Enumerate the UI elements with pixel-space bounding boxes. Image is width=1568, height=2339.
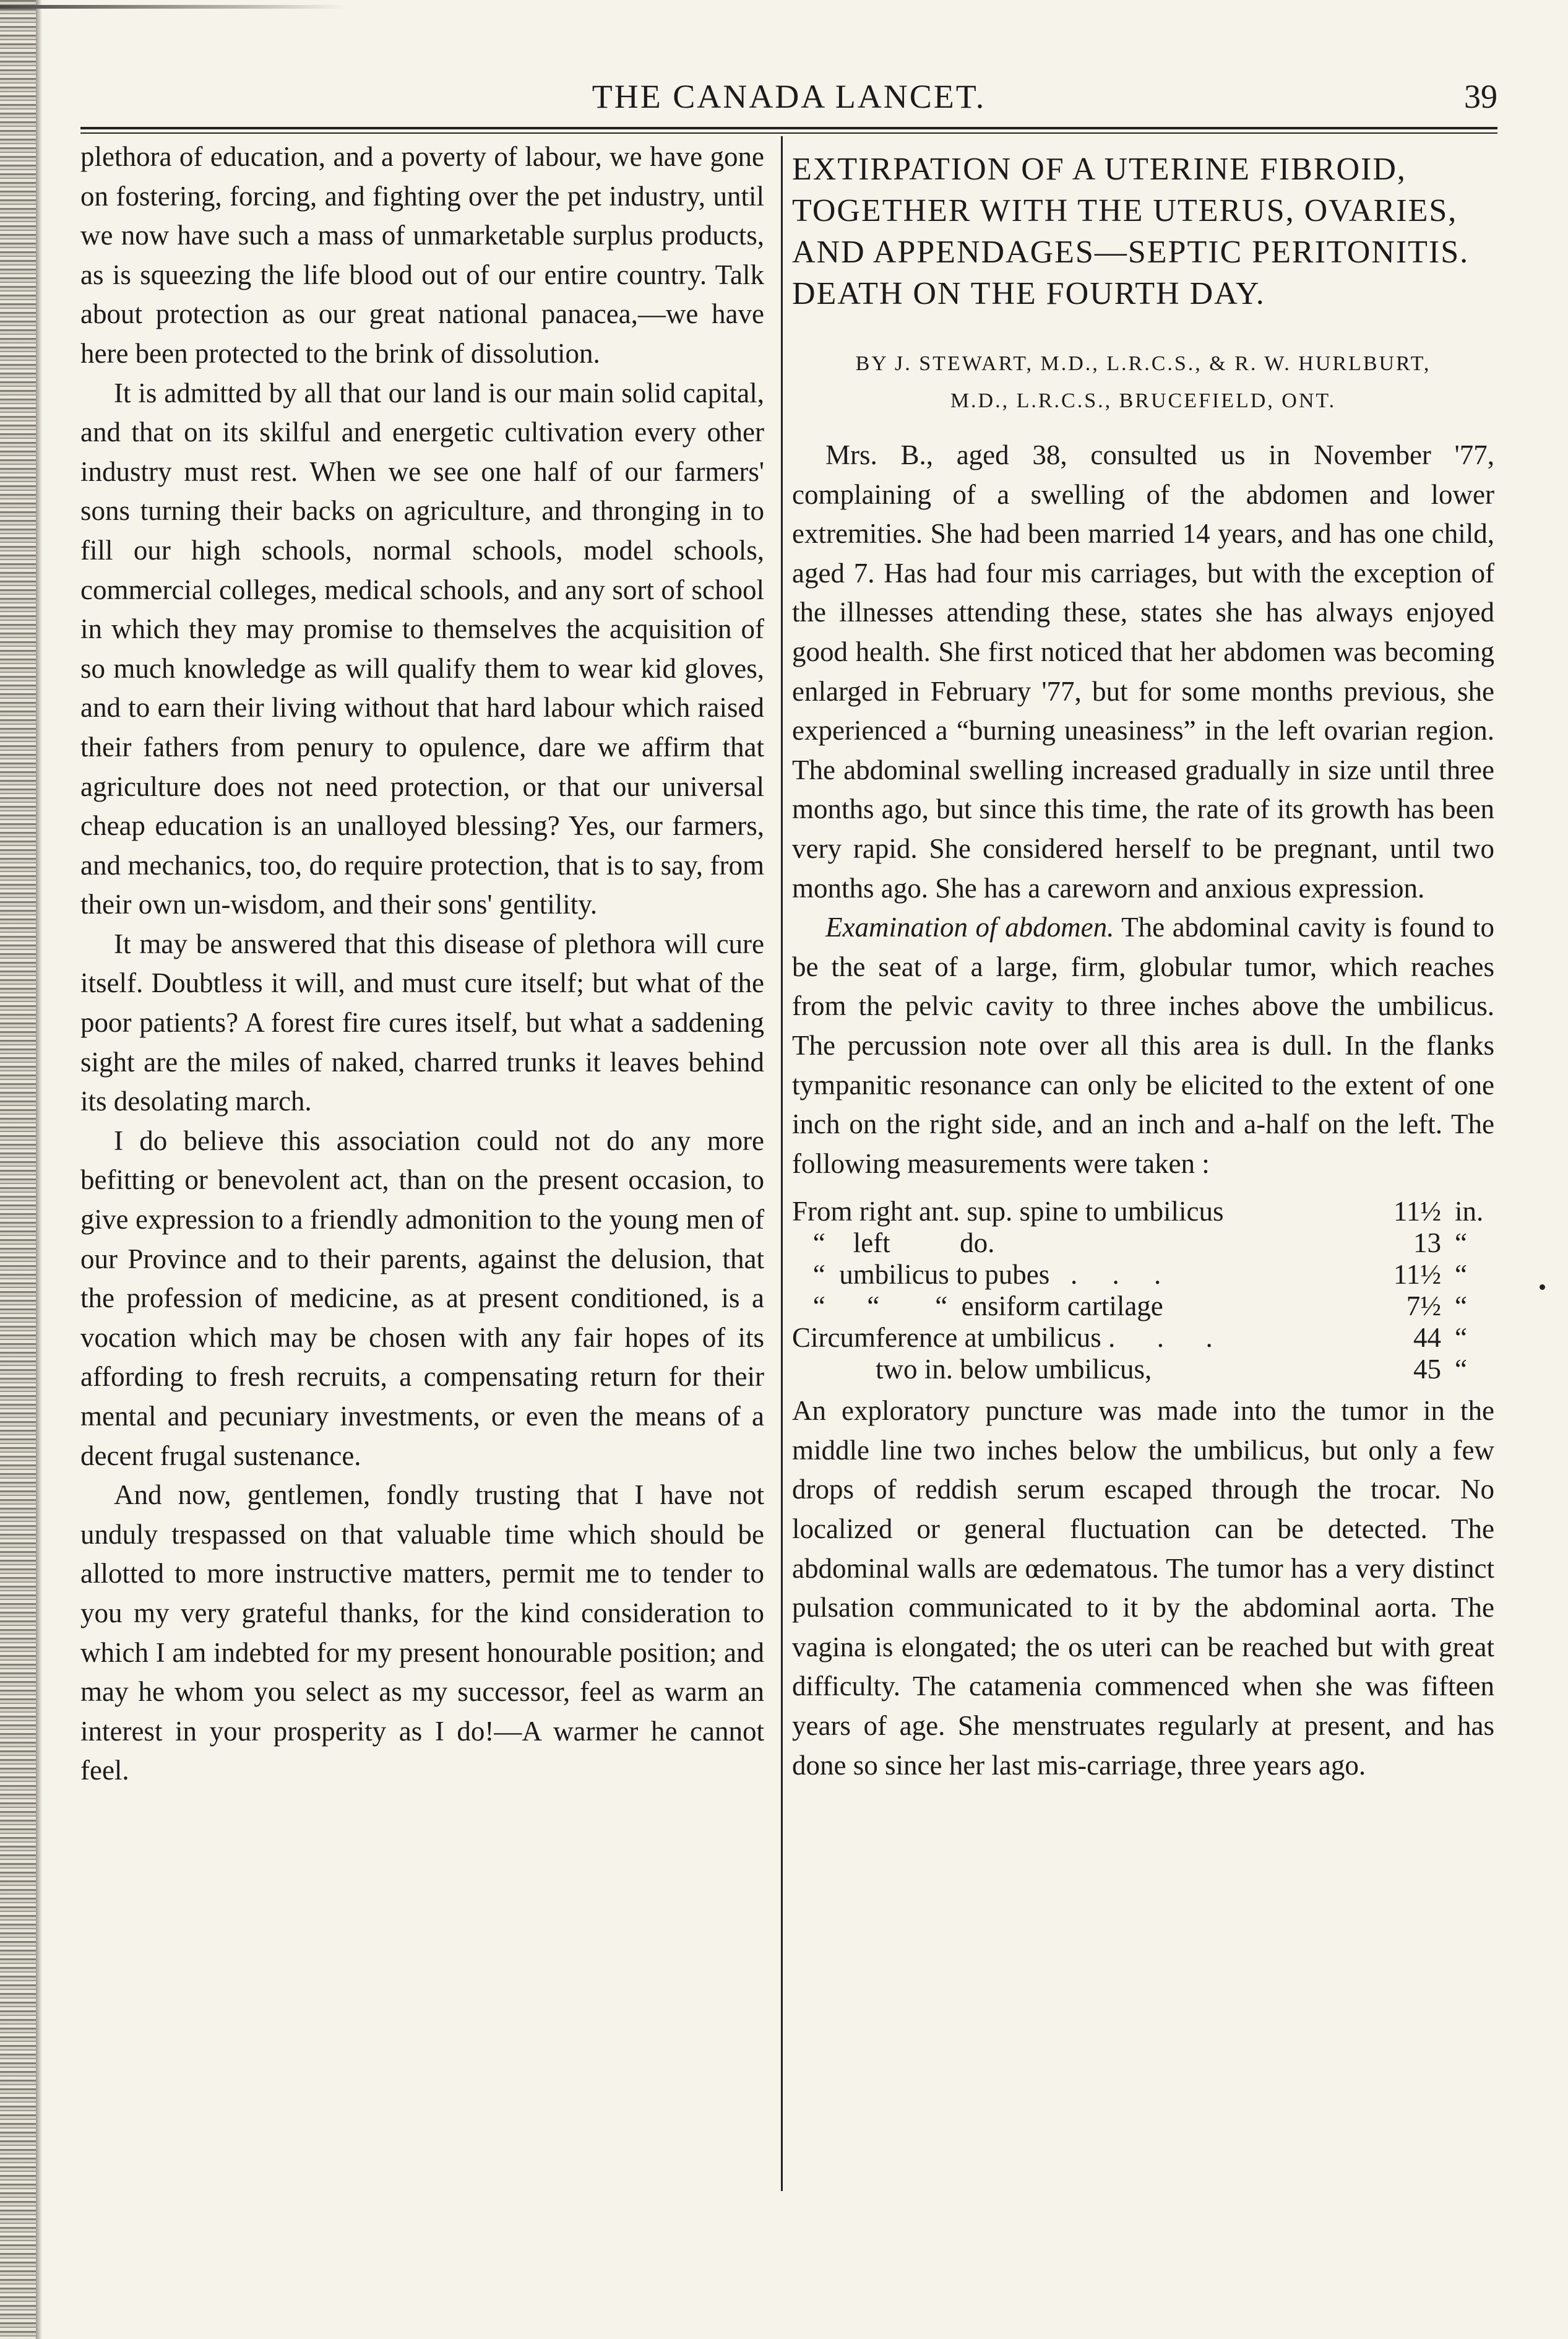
page-header (80, 77, 1497, 127)
paragraph (792, 908, 1494, 1183)
paragraph: plethora of education, and a poverty of labour, we have gone on fostering, forcing, and fighting over the pet industry, until we now have such a mass of unmarketable surplus products, as is squeezing the life blood out of our entire country. Talk about protection as our great national panacea,—we have here been protected to the brink of dissolution. (80, 141, 764, 369)
measurement-row (792, 1354, 1494, 1385)
left-column (80, 137, 764, 1791)
scan-artifact (0, 5, 347, 9)
measurement-label: Circumference at umbilicus . . . (792, 1322, 1213, 1354)
measurement-value: 13 (1413, 1227, 1441, 1259)
binding-shadow (36, 0, 42, 2339)
byline-location: M.D., L.R.C.S., BRUCEFIELD, ONT. (950, 389, 1337, 412)
paragraph: An exploratory puncture was made into the tumor in the middle line two inches below the umbilicus, but only a few drops of reddish serum escaped through the trocar. No localized or general fluctuation can be detected. The abdominal walls are œdematous. The tumor has a very distinct pulsation communicated to it by the abdominal aorta. The vagina is elongated; the os uteri can be reached but with great difficulty. The catamenia commenced when she was fifteen years of age. She menstruates regularly at present, and has done so since her last mis-carriage, three years ago. (792, 1395, 1494, 1781)
measurement-value: 11½ (1393, 1259, 1441, 1291)
measurement-row (792, 1227, 1494, 1259)
book-binding-edge (0, 0, 36, 2339)
measurement-unit: in. (1455, 1196, 1484, 1227)
article-title: EXTIRPATION OF A UTERINE FIBROID, TOGETHER WITH THE UTERUS, OVARIES, AND APPENDAGES—SEPTIC PERITONITIS. DEATH ON THE FOURTH DAY. (792, 152, 1470, 311)
right-column (792, 137, 1494, 1785)
measurement-unit: “ (1455, 1227, 1467, 1259)
running-title: THE CANADA LANCET. (592, 78, 986, 115)
measurement-label: From right ant. sup. spine to umbilicus (792, 1196, 1224, 1227)
measurement-label: “ “ “ ensiform cartilage (792, 1291, 1163, 1322)
byline-authors: BY J. STEWART, M.D., L.R.C.S., & R. W. HURLBURT, (855, 352, 1431, 375)
header-rule-thin (80, 132, 1497, 134)
measurement-label: two in. below umbilicus, (792, 1354, 1152, 1385)
measurement-label: “ umbilicus to pubes . . . (792, 1259, 1161, 1291)
measurement-label: “ left do. (792, 1227, 995, 1259)
measurement-row (792, 1322, 1494, 1354)
measurement-value: 44 (1413, 1322, 1441, 1354)
measurement-value: 45 (1413, 1354, 1441, 1385)
paragraph: I do believe this association could not do any more befitting or benevolent act, than on the present occasion, to give expression to a friendly admonition to the young men of our Province and to their parents, against the delusion, that the profession of medicine, as at present conditioned, is a vocation which may be chosen with any fair hopes of its affording to fresh recruits, a compensating return for their mental and pecuniary investments, or even the means of a decent frugal sustenance. (80, 1125, 764, 1471)
ink-speck (1540, 1284, 1545, 1290)
measurement-unit: “ (1455, 1354, 1467, 1385)
paragraph: And now, gentlemen, fondly trusting that I have not unduly trespassed on that valuable time which should be allotted to more instructive matters, permit me to tender to you my very grateful thanks, for the kind consideration to which I am indebted for my present honourable position; and may he whom you select as my successor, feel as warm an interest in your prosperity as I do!—A warmer he cannot feel. (80, 1479, 764, 1786)
measurement-value: 11½ (1393, 1196, 1441, 1227)
measurement-row (792, 1291, 1494, 1322)
section-heading: Examination of abdomen. (825, 912, 1114, 943)
measurement-unit: “ (1455, 1291, 1467, 1322)
header-rule (80, 127, 1497, 129)
measurement-row (792, 1259, 1494, 1291)
paragraph: It is admitted by all that our land is our main solid capital, and that on its skilful and energetic cultivation every other industry must rest. When we see one half of our farmers' sons turning their backs on agriculture, and thronging in to fill our high schools, normal schools, model schools, commercial colleges, medical schools, and any sort of school in which they may promise to themselves the acquisition of so much knowledge as will qualify them to wear kid gloves, and to earn their living without that hard labour which raised their fathers from penury to opulence, dare we affirm that agriculture does not need protection, or that our universal cheap education is an unalloyed blessing? Yes, our farmers, and mechanics, too, do require protection, that is to say, from their own un-wisdom, and their sons' gentility. (80, 377, 764, 920)
page-number: 39 (1464, 78, 1497, 115)
measurement-value: 7½ (1406, 1291, 1441, 1322)
column-divider (781, 136, 783, 2191)
measurement-row (792, 1196, 1494, 1227)
section-text: The abdominal cavity is found to be the seat of a large, firm, globular tumor, which reaches from the pelvic cavity to three inches above the umbilicus. The percussion note over all this area is dull. In the flanks tympanitic resonance can only be elicited to the extent of one inch on the right side, and an inch and a-half on the left. The following measurements were taken : (792, 912, 1494, 1179)
measurements-table (792, 1196, 1494, 1385)
measurement-unit: “ (1455, 1322, 1467, 1354)
paragraph: Mrs. B., aged 38, consulted us in November '77, complaining of a swelling of the abdomen and lower extremities. She had been married 14 years, and has one child, aged 7. Has had four mis carriages, but with the exception of the illnesses attending these, states she has always enjoyed good health. She first noticed that her abdomen was becoming enlarged in February '77, but for some months previous, she experienced a “burning uneasiness” in the left ovarian region. The abdominal swelling increased gradually in size until three months ago, but since this time, the rate of its growth has been very rapid. She considered herself to be pregnant, until two months ago. She has a careworn and anxious expression. (792, 439, 1494, 904)
byline (792, 345, 1494, 420)
measurement-unit: “ (1455, 1259, 1467, 1291)
paragraph: It may be answered that this disease of plethora will cure itself. Doubtless it will, and must cure itself; but what of the poor patients? A forest fire cures itself, but what a saddening sight are the miles of naked, charred trunks it leaves behind its desolating march. (80, 928, 764, 1117)
